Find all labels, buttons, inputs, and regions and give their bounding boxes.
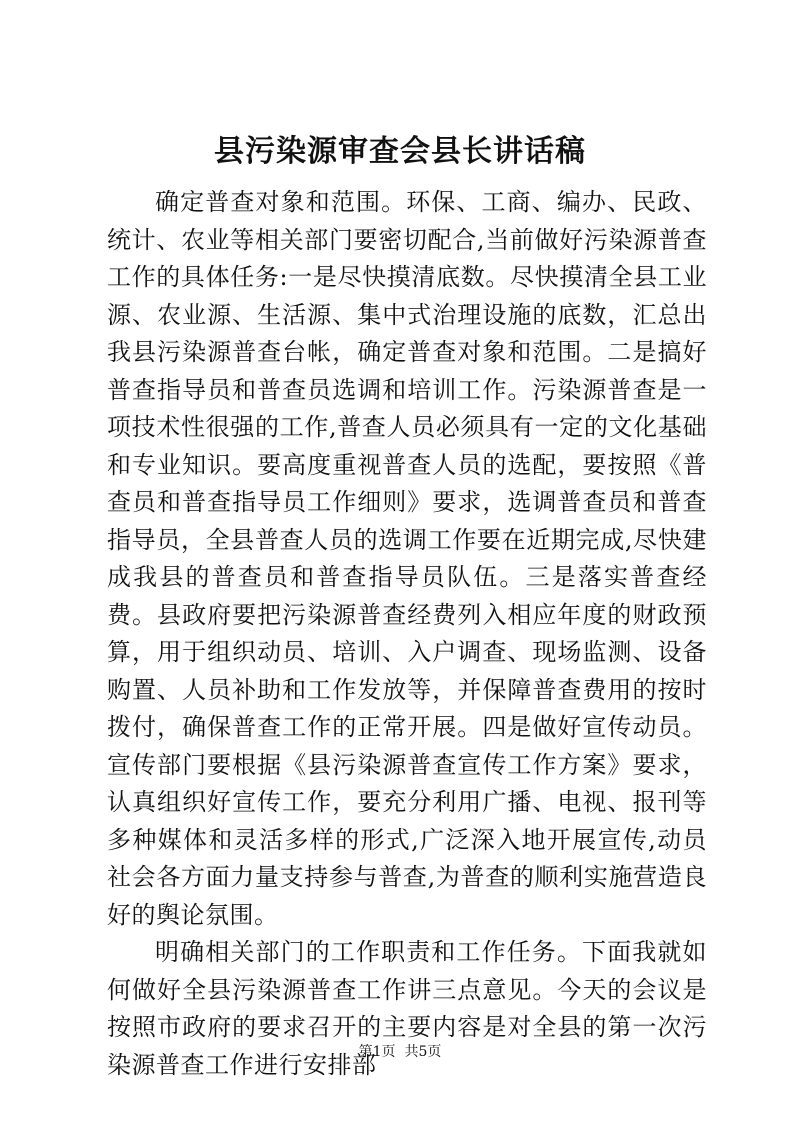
paragraph-2: 明确相关部门的工作职责和工作任务。下面我就如何做好全县污染源普查工作讲三点意见。今天的会议是按照市政府的要求召开的主要内容是对全县的第一次污染源普查工作进行安排部 bbox=[107, 938, 707, 1079]
paragraph-1: 确定普查对象和范围。环保、工商、编办、民政、统计、农业等相关部门要密切配合,当前做好污染源普查工作的具体任务:一是尽快摸清底数。尽快摸清全县工业源、农业源、生活源、集中式治理设施的底数，汇总出我县污染源普查台帐，确定普查对象和范围。二是搞好普查指导员和普查员选调和培训工作。污染源普查是一项技术性很强的工作,普查人员必须具有一定的文化基础和专业知识。要高度重视普查人员的选配，要按照《普查员和普查指导员工作细则》要求，选调普查员和普查指导员，全县普查人员的选调工作要在近期完成,尽快建成我县的普查员和普查指导员队伍。三是落实普查经费。县政府要把污染源普查经费列入相应年度的财政预算，用于组织动员、培训、入户调查、现场监测、设备购置、人员补助和工作发放等，并保障普查费用的按时拨付，确保普查工作的正常开展。四是做好宣传动员。宣传部门要根据《县污染源普查宣传工作方案》要求，认真组织好宣传工作，要充分利用广播、电视、报刊等多种媒体和灵活多样的形式,广泛深入地开展宣传,动员社会各方面力量支持参与普查,为普查的顺利实施营造良好的舆论氛围。 bbox=[107, 188, 707, 929]
document-title: 县污染源审查会县长讲话稿 bbox=[214, 134, 586, 169]
document-body bbox=[107, 184, 707, 1084]
page-footer bbox=[0, 1042, 800, 1062]
page-number: 第1页 共5页 bbox=[358, 1044, 442, 1060]
